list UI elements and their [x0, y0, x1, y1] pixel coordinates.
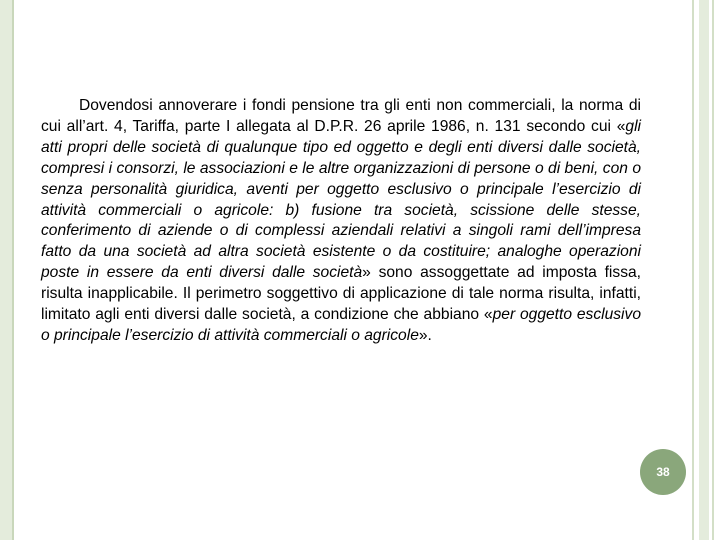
right-border-line-inner: [692, 0, 694, 540]
right-border-band: [699, 0, 709, 540]
paragraph-text-1: Dovendosi annoverare i fondi pensione tra gli enti non commerciali, la norma di cui all’art. 4, Tariffa, parte I allegata al D.P.R. 26 aprile 1986, n. 131 secondo cui «: [41, 97, 641, 135]
page-number-badge: 38: [640, 449, 686, 495]
left-border-line: [12, 0, 14, 540]
paragraph-text-3: ».: [418, 326, 432, 344]
paragraph-quote-2: per oggetto esclusivo o principale l’esercizio di attività commerciali o agricole: [41, 306, 641, 344]
paragraph-text-2: » sono assoggettate ad imposta fissa, risulta inapplicabile. Il perimetro soggettivo di applicazione di tale norma risulta, infatti, limitato agli enti diversi dalle società, a condizione che abbiano «: [41, 264, 641, 324]
left-border-band: [0, 0, 12, 540]
paragraph-quote-1: gli atti propri delle società di qualunque tipo ed oggetto e degli enti diversi dalle società, compresi i consorzi, le associazioni e le altre organizzazioni di persone o di beni, con o senza personalità giuridica, aventi per oggetto esclusivo o principale l’esercizio di attività commerciali o agricole: b) fusione tra società, scissione delle stesse, conferimento di aziende o di complessi aziendali relativi a singoli rami dell’impresa fatto da una società ad altra società esistente o da costituire; analoghe operazioni poste in essere da enti diversi dalle società: [41, 117, 641, 282]
right-border-line-outer: [712, 0, 714, 540]
body-paragraph: [41, 96, 641, 347]
